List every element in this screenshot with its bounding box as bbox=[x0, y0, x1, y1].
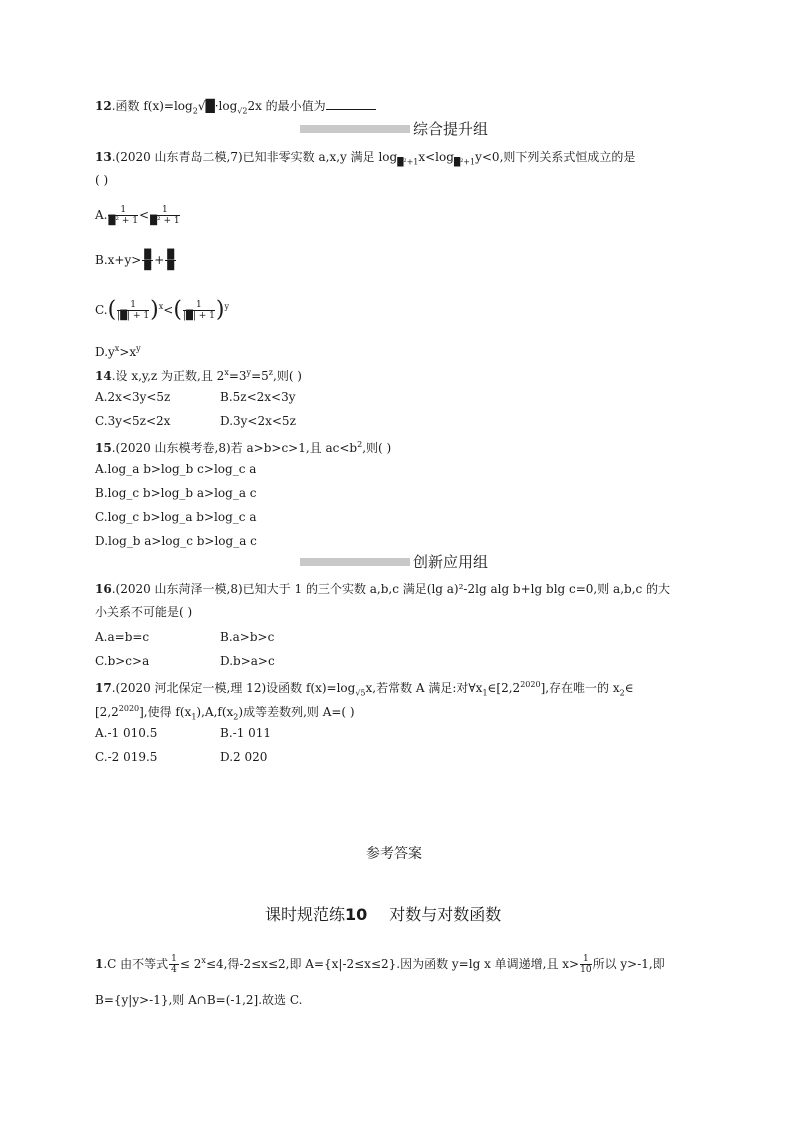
question-number: 14 bbox=[95, 369, 112, 383]
superscript: x bbox=[158, 302, 164, 311]
fraction-denominator: 10 bbox=[580, 965, 592, 975]
question-text: y<0,则下列关系式恒成立的是 bbox=[475, 150, 636, 164]
left-paren-icon: ( bbox=[173, 297, 182, 323]
option-label: A. bbox=[95, 208, 108, 222]
option-16-C[interactable]: C.b>c>a bbox=[95, 654, 150, 668]
answers-heading: 参考答案 bbox=[366, 846, 422, 862]
question-text: ),A,f(x bbox=[196, 705, 234, 719]
option-16-D[interactable]: D.b>a>c bbox=[220, 654, 275, 668]
question-text: [2,2 bbox=[95, 705, 119, 719]
question-number: 12 bbox=[95, 99, 112, 113]
question-text: ·log bbox=[214, 99, 238, 113]
garbled-glyph: █ bbox=[205, 99, 215, 113]
option-15-B[interactable]: B.log_c b>log_b a>log_a c bbox=[95, 486, 257, 500]
option-15-C[interactable]: C.log_c b>log_a b>log_c a bbox=[95, 510, 257, 524]
question-17 bbox=[95, 678, 634, 700]
answer-text: ≤4,得-2≤x≤2,即 A={x|-2≤x≤2}.因为函数 y=lg x 单调递增,且 x> bbox=[205, 957, 580, 971]
option-15-A[interactable]: A.log_a b>log_b c>log_c a bbox=[95, 462, 257, 476]
question-text: .设 x,y,z 为正数,且 2 bbox=[111, 369, 225, 383]
subscript: √5 bbox=[355, 688, 366, 698]
question-number: 17 bbox=[95, 681, 112, 695]
question-text: >x bbox=[119, 345, 137, 359]
answer-text: .C 由不等式 bbox=[103, 957, 169, 971]
answer-1 bbox=[95, 954, 665, 975]
option-13-D[interactable] bbox=[95, 342, 141, 359]
superscript: z bbox=[268, 368, 273, 377]
fraction-numerator: 1 bbox=[183, 300, 215, 311]
fraction bbox=[150, 205, 180, 226]
superscript: x bbox=[114, 344, 120, 353]
answer-text: ≤ 2 bbox=[179, 957, 202, 971]
right-paren-icon: ) bbox=[150, 297, 159, 323]
fraction bbox=[580, 954, 591, 975]
question-13-paren: ( ) bbox=[95, 173, 109, 187]
chapter-number: 10 bbox=[345, 905, 368, 924]
option-13-B[interactable] bbox=[95, 250, 177, 271]
option-17-B[interactable]: B.-1 011 bbox=[220, 726, 272, 740]
fraction bbox=[142, 250, 153, 271]
question-text: .(2020 山东菏泽一模,8)已知大于 1 的三个实数 a,b,c 满足(lg a)²-2lg alg b+lg blg c=0,则 a,b,c 的大 bbox=[111, 582, 671, 596]
fraction-denominator: █ bbox=[167, 261, 175, 271]
fraction-denominator: █² + 1 bbox=[150, 216, 180, 226]
chapter-title-text: 课时规范练 bbox=[265, 905, 346, 924]
option-16-B[interactable]: B.a>b>c bbox=[220, 630, 275, 644]
superscript: 2020 bbox=[520, 680, 541, 689]
subscript: 1 bbox=[191, 712, 197, 722]
superscript: x bbox=[224, 368, 229, 377]
section-title-innovative: 创新应用组 bbox=[413, 553, 489, 571]
answer-number: 1 bbox=[95, 957, 104, 971]
question-text: 2x 的最小值为 bbox=[247, 99, 326, 113]
superscript: y bbox=[246, 368, 252, 377]
fraction-numerator: █ bbox=[167, 250, 175, 260]
question-text: x<log bbox=[418, 150, 454, 164]
superscript: 2 bbox=[357, 440, 363, 449]
answer-blank[interactable] bbox=[326, 99, 376, 110]
option-14-D[interactable]: D.3y<2x<5z bbox=[220, 414, 296, 428]
sqrt-symbol: √ bbox=[197, 99, 206, 113]
option-label: C. bbox=[95, 303, 108, 317]
fraction bbox=[165, 250, 176, 271]
question-text: x,若常数 A 满足:对∀x bbox=[365, 681, 483, 695]
question-16-line2: 小关系不可能是( ) bbox=[95, 605, 193, 619]
question-text: .(2020 山东青岛二模,7)已知非零实数 a,x,y 满足 log bbox=[111, 150, 398, 164]
question-number: 13 bbox=[95, 150, 112, 164]
subscript: √2 bbox=[237, 106, 248, 116]
superscript: y bbox=[136, 344, 141, 353]
fraction-denominator: |█| + 1 bbox=[117, 311, 150, 321]
subscript: 2 bbox=[233, 712, 239, 722]
left-paren-icon: ( bbox=[107, 297, 117, 323]
fraction-denominator: |█| + 1 bbox=[182, 311, 215, 321]
question-text: ∈ bbox=[624, 681, 634, 695]
fraction-numerator: 1 bbox=[580, 954, 591, 965]
question-text: .(2020 山东模考卷,8)若 a>b>c>1,且 ac<b bbox=[111, 441, 358, 455]
fraction-numerator: 1 bbox=[171, 954, 177, 964]
fraction bbox=[108, 205, 138, 226]
question-text: ,则( ) bbox=[362, 441, 392, 455]
fraction bbox=[117, 300, 149, 321]
fraction bbox=[169, 954, 179, 975]
superscript: 2020 bbox=[118, 704, 140, 713]
question-12 bbox=[95, 99, 376, 118]
question-text: .函数 f(x)=log bbox=[111, 99, 193, 113]
question-16 bbox=[95, 582, 670, 596]
operator: + bbox=[154, 253, 165, 267]
question-number: 15 bbox=[95, 441, 112, 455]
option-13-A[interactable] bbox=[95, 205, 181, 226]
question-text: =3 bbox=[228, 369, 247, 383]
option-17-A[interactable]: A.-1 010.5 bbox=[95, 726, 158, 740]
fraction-denominator: █ bbox=[144, 261, 152, 271]
option-14-A[interactable]: A.2x<3y<5z bbox=[95, 390, 171, 404]
subscript: 1 bbox=[482, 688, 488, 698]
chapter-title bbox=[265, 902, 501, 925]
option-label: B.x+y> bbox=[95, 253, 142, 267]
question-13 bbox=[95, 150, 635, 169]
question-15 bbox=[95, 438, 391, 455]
section-bar bbox=[300, 125, 410, 133]
option-14-C[interactable]: C.3y<5z<2x bbox=[95, 414, 171, 428]
subscript: 2 bbox=[192, 106, 198, 116]
fraction-denominator: █² + 1 bbox=[108, 216, 139, 226]
section-title-comprehensive: 综合提升组 bbox=[413, 120, 489, 138]
question-14 bbox=[95, 366, 302, 383]
answer-1-line2: B={y|y>-1},则 A∩B=(-1,2].故选 C. bbox=[95, 993, 303, 1007]
question-text: ,则( ) bbox=[273, 369, 302, 383]
superscript: x bbox=[201, 956, 206, 965]
option-16-A[interactable]: A.a=b=c bbox=[95, 630, 150, 644]
option-17-C[interactable]: C.-2 019.5 bbox=[95, 750, 158, 764]
fraction-numerator: 1 bbox=[117, 300, 149, 311]
fraction bbox=[183, 300, 215, 321]
option-13-C[interactable] bbox=[95, 297, 230, 323]
fraction-numerator: 1 bbox=[150, 205, 180, 216]
answer-text: 所以 y>-1,即 bbox=[592, 957, 665, 971]
section-bar bbox=[300, 558, 410, 566]
option-17-D[interactable]: D.2 020 bbox=[220, 750, 268, 764]
question-text: ],存在唯一的 x bbox=[540, 681, 620, 695]
fraction-denominator: 4 bbox=[171, 965, 177, 975]
option-14-B[interactable]: B.5z<2x<3y bbox=[220, 390, 296, 404]
option-15-D[interactable]: D.log_b a>log_c b>log_a c bbox=[95, 534, 257, 548]
question-text: .(2020 河北保定一模,理 12)设函数 f(x)=log bbox=[111, 681, 356, 695]
operator: < bbox=[139, 208, 150, 222]
question-text: )成等差数列,则 A=( ) bbox=[238, 705, 355, 719]
question-text: =5 bbox=[251, 369, 269, 383]
question-number: 16 bbox=[95, 582, 112, 596]
subscript: █²+1 bbox=[453, 157, 476, 167]
operator: < bbox=[163, 303, 174, 317]
question-text: ∈[2,2 bbox=[487, 681, 521, 695]
question-17-line2 bbox=[95, 702, 355, 724]
superscript: y bbox=[224, 302, 230, 311]
question-text: ],使得 f(x bbox=[139, 705, 192, 719]
fraction-numerator: 1 bbox=[108, 205, 138, 216]
option-label: D.y bbox=[95, 345, 115, 359]
chapter-title-text: 对数与对数函数 bbox=[389, 905, 502, 924]
fraction-numerator: █ bbox=[144, 250, 152, 260]
subscript: █²+1 bbox=[397, 157, 419, 167]
right-paren-icon: ) bbox=[215, 297, 225, 323]
subscript: 2 bbox=[619, 688, 625, 698]
